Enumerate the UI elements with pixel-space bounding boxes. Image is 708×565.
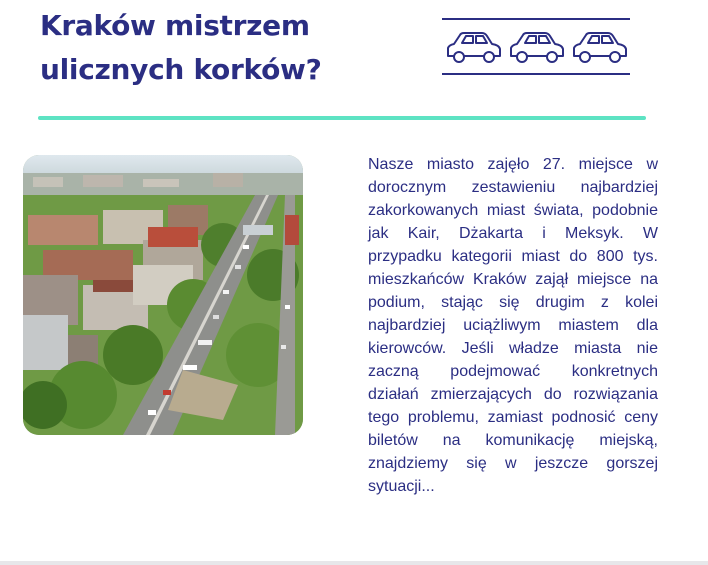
page-title xyxy=(40,4,400,92)
page-bottom-border xyxy=(0,561,708,565)
title-line-1: Kraków mistrzem xyxy=(40,9,310,42)
article-text: Nasze miasto zajęło 27. miejsce w dorocznym zestawieniu najbardziej zakorkowanych miast świata, podobnie jak Kair, Dżakarta i Meksyk. W przypadku kategorii miast do 800 tys. mieszkańców Kraków zajął miejsce na podium, stając się drugim z kolei najbardziej uciążliwym miastem dla kierowców. Jeśli władze miasta nie zaczną podejmować konkretnych działań zmierzających do rozwiązania tego problemu, zamiast podnosić ceny biletów na komunikację miejską, znajdziemy się w jeszcze gorszej sytuacji... xyxy=(368,156,658,495)
city-aerial-photo xyxy=(23,155,303,435)
accent-divider xyxy=(38,116,646,120)
title-line-2: ulicznych korków? xyxy=(40,53,322,86)
car-traffic-icon xyxy=(442,18,630,76)
